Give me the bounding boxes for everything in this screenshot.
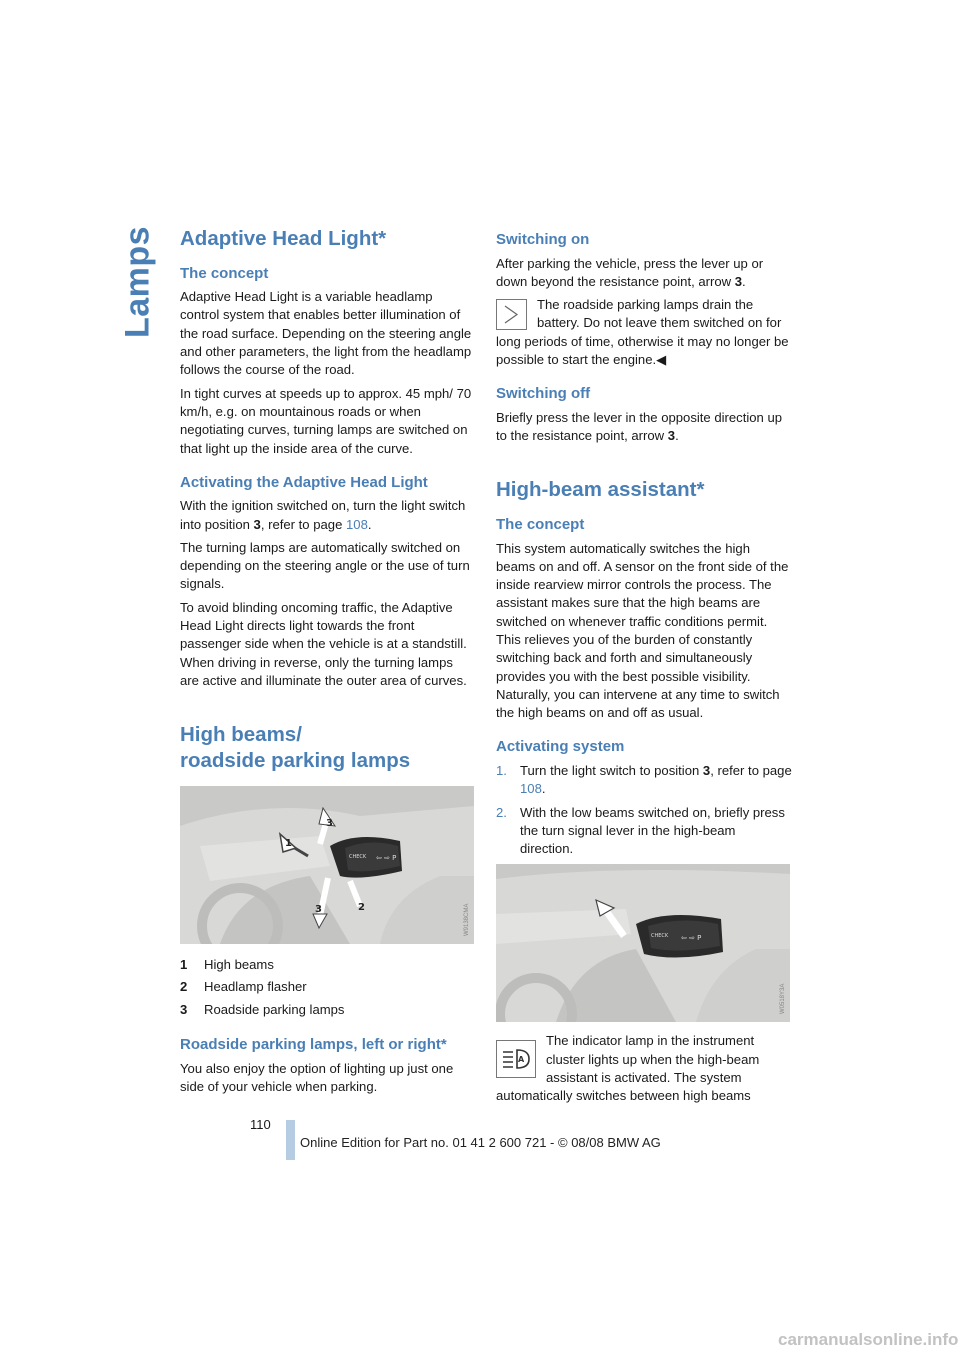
footer-accent-bar xyxy=(286,1120,295,1160)
figure-code: W9138CMA xyxy=(464,903,470,936)
legend-item: 3 Roadside parking lamps xyxy=(180,1001,345,1017)
paragraph-activating-1: With the ignition switched on, turn the light switch into position 3, refer to page 108. xyxy=(180,498,466,532)
svg-text:2: 2 xyxy=(358,901,365,913)
svg-text:⇦ ⇨ P: ⇦ ⇨ P xyxy=(376,853,397,862)
left-column xyxy=(180,226,475,1101)
page-link-108[interactable]: 108 xyxy=(346,516,368,532)
paragraph-activating-2: The turning lamps are automatically switched on depending on the steering angle or the use of turn signals. xyxy=(180,539,470,592)
svg-text:⇦ ⇨ P: ⇦ ⇨ P xyxy=(681,934,702,943)
page-number: 110 xyxy=(250,1117,271,1132)
page-link-108[interactable]: 108 xyxy=(520,781,542,797)
paragraph-concept-2: In tight curves at speeds up to approx. 45 mph/ 70 km/h, e.g. on mountainous roads or when negotiating curves, turning lamps are switched on that light up the inside area of the curve. xyxy=(180,385,472,456)
end-marker-icon: ◀ xyxy=(656,351,667,367)
chapter-tab xyxy=(118,225,158,339)
paragraph-switching-on: After parking the vehicle, press the lever up or down beyond the resistance point, arrow 3. xyxy=(496,255,764,289)
chapter-title: Lamps xyxy=(118,225,157,339)
high-beam-assistant-indicator-icon xyxy=(496,1040,536,1078)
paragraph-switching-off: Briefly press the lever in the opposite direction up to the resistance point, arrow 3. xyxy=(496,409,783,444)
paragraph-activating-3: To avoid blinding oncoming traffic, the Adaptive Head Light directs light towards the front passenger side when the vehicle is at a standstill. When driving in reverse, only the turning lamps are active and illuminate the outer area of curves. xyxy=(180,599,467,688)
svg-text:A: A xyxy=(518,1055,525,1065)
caution-note: The roadside parking lamps drain the battery. Do not leave them switched on for long periods of time, otherwise it may no longer be possible to start the engine.◀ xyxy=(496,297,789,367)
heading-adaptive-head-light: Adaptive Head Light* xyxy=(180,227,387,250)
heading-switching-on: Switching on xyxy=(496,231,590,248)
indicator-note xyxy=(496,1032,792,1105)
figure-code: W0518Y3A xyxy=(780,984,786,1015)
caution-arrow-icon xyxy=(496,299,527,330)
legend-item: 1 High beams xyxy=(180,956,274,972)
paragraph-concept-1: Adaptive Head Light is a variable headlamp control system that enables better illumination of the road surface. Depending on the steering angle and other parameters, the light from the headlamp follows the course of the road. xyxy=(180,289,472,378)
legend xyxy=(180,954,475,1022)
heading-activating-adaptive: Activating the Adaptive Head Light xyxy=(180,473,428,491)
heading-concept: The concept xyxy=(180,264,269,282)
svg-text:CHECK: CHECK xyxy=(651,933,669,940)
list-item: 1. Turn the light switch to position 3, refer to page 108. xyxy=(496,762,792,797)
watermark: carmanualsonline.info xyxy=(778,1330,959,1349)
paragraph-hba-concept: This system automatically switches the high beams on and off. A sensor on the front side of the inside rearview mirror controls the process. The assistant makes sure that the high beams are switched on whenever traffic conditions permit. This relieves you of the burden of constantly switching back and forth and simultaneously provides you with the best possible visibility. Naturally, you can intervene at any time to switch the high beams on and off as usual. xyxy=(496,540,789,721)
figure-lever-high-beams xyxy=(180,786,474,944)
svg-text:CHECK: CHECK xyxy=(349,853,367,860)
heading-roadside-parking: Roadside parking lamps, left or right* xyxy=(180,1036,447,1054)
heading-high-beam-assistant: High-beam assistant* xyxy=(496,478,705,502)
paragraph-roadside: You also enjoy the option of lighting up just one side of your vehicle when parking. xyxy=(180,1060,454,1094)
svg-text:3: 3 xyxy=(315,903,322,915)
svg-text:1: 1 xyxy=(285,837,292,849)
footer-edition: Online Edition for Part no. 01 41 2 600 721 - © 08/08 BMW AG xyxy=(300,1135,661,1150)
heading-high-beams: High beams/ roadside parking lamps xyxy=(180,723,411,772)
right-column xyxy=(496,226,792,1111)
legend-item: 2 Headlamp flasher xyxy=(180,979,307,995)
figure-lever-high-beam-assistant xyxy=(496,864,790,1022)
svg-text:3: 3 xyxy=(326,817,333,829)
heading-hba-concept: The concept xyxy=(496,516,585,533)
paragraph-indicator: The indicator lamp in the instrument cluster lights up when the high-beam assistant is activated. The system automatically switches between high beams xyxy=(496,1033,760,1104)
list-item: 2. With the low beams switched on, briefly press the turn signal lever in the high-beam direction. xyxy=(496,804,785,857)
heading-activating-system: Activating system xyxy=(496,738,625,756)
heading-switching-off: Switching off xyxy=(496,385,591,403)
